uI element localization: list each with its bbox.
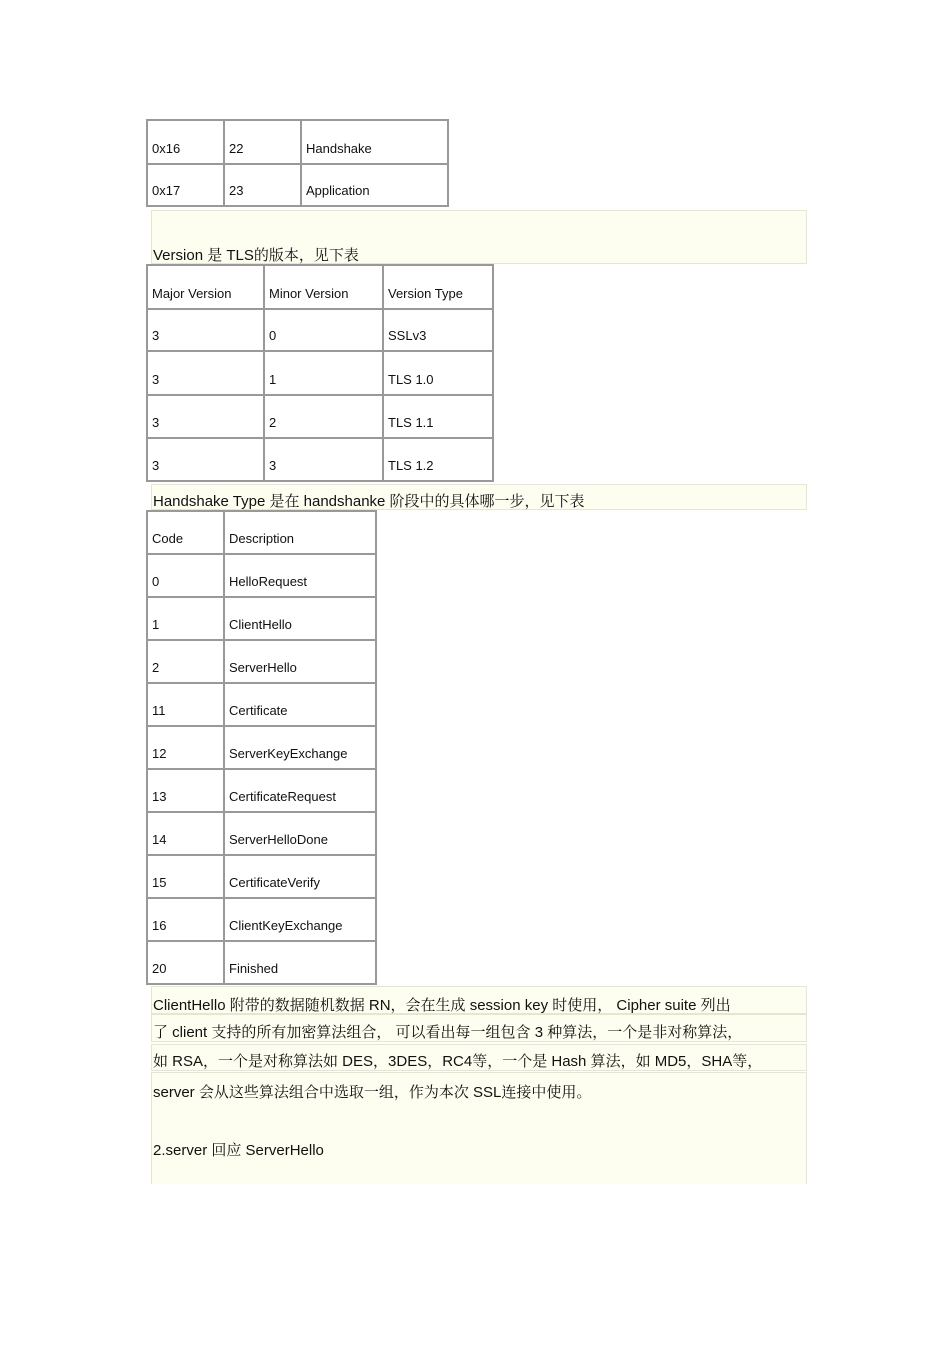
table-header-cell: Major Version xyxy=(148,266,265,310)
table-row xyxy=(148,396,494,439)
table-cell: 12 xyxy=(148,727,225,770)
table-row xyxy=(148,310,494,352)
table-header-cell: Minor Version xyxy=(265,266,384,310)
table-cell: CertificateRequest xyxy=(225,770,377,813)
table-cell: 20 xyxy=(148,942,225,985)
table-cell: 0 xyxy=(148,555,225,598)
table-row xyxy=(148,352,494,396)
table-cell: ServerHello xyxy=(225,641,377,684)
table-row xyxy=(148,899,377,942)
table-cell: 0x16 xyxy=(148,121,225,165)
section-heading: 2.server 回应 ServerHello xyxy=(153,1142,324,1159)
paragraph-band-2 xyxy=(151,1014,807,1042)
table-cell: TLS 1.1 xyxy=(384,396,494,439)
table-header-row xyxy=(148,512,377,555)
table-cell: 16 xyxy=(148,899,225,942)
table-header-cell: Code xyxy=(148,512,225,555)
paragraph-line: ClientHello 附带的数据随机数据 RN，会在生成 session key 时使用， Cipher suite 列出 xyxy=(153,997,731,1014)
paragraph-line: 如 RSA，一个是对称算法如 DES，3DES，RC4等，一个是 Hash 算法，如 MD5，SHA等， xyxy=(153,1053,763,1070)
table-cell: SSLv3 xyxy=(384,310,494,352)
table-cell: ClientHello xyxy=(225,598,377,641)
table-cell: Application xyxy=(302,165,449,207)
table-cell: 0 xyxy=(265,310,384,352)
table-cell: 1 xyxy=(148,598,225,641)
table-row xyxy=(148,641,377,684)
table-header-cell: Description xyxy=(225,512,377,555)
table-cell: 3 xyxy=(148,396,265,439)
table-cell: 0x17 xyxy=(148,165,225,207)
table-row xyxy=(148,439,494,482)
table-cell: HelloRequest xyxy=(225,555,377,598)
table-row xyxy=(148,555,377,598)
table-header-row xyxy=(148,266,494,310)
table-cell: 14 xyxy=(148,813,225,856)
table-cell: 11 xyxy=(148,684,225,727)
table-cell: 3 xyxy=(148,352,265,396)
handshake-type-table xyxy=(146,510,377,985)
paragraph-band-3 xyxy=(151,1044,807,1071)
table-row xyxy=(148,770,377,813)
table-cell: 3 xyxy=(148,310,265,352)
table-row xyxy=(148,856,377,899)
table-cell: 23 xyxy=(225,165,302,207)
table-cell: ServerHelloDone xyxy=(225,813,377,856)
handshake-caption-band xyxy=(151,484,807,510)
paragraph-line: server 会从这些算法组合中选取一组，作为本次 SSL连接中使用。 xyxy=(153,1084,592,1101)
table-cell: 3 xyxy=(148,439,265,482)
table-cell: 15 xyxy=(148,856,225,899)
table-row xyxy=(148,684,377,727)
table-row xyxy=(148,598,377,641)
table-cell: Handshake xyxy=(302,121,449,165)
table-row xyxy=(148,942,377,985)
record-type-table xyxy=(146,119,449,207)
table-cell: ServerKeyExchange xyxy=(225,727,377,770)
paragraph-line: 了 client 支持的所有加密算法组合， 可以看出每一组包含 3 种算法，一个是非对称算法， xyxy=(153,1024,743,1041)
table-header-cell: Version Type xyxy=(384,266,494,310)
table-cell: 22 xyxy=(225,121,302,165)
table-cell: 2 xyxy=(148,641,225,684)
table-cell: CertificateVerify xyxy=(225,856,377,899)
table-cell: 3 xyxy=(265,439,384,482)
table-cell: 1 xyxy=(265,352,384,396)
table-cell: Certificate xyxy=(225,684,377,727)
paragraph-band-1 xyxy=(151,986,807,1014)
table-cell: TLS 1.0 xyxy=(384,352,494,396)
version-caption: Version 是 TLS的版本，见下表 xyxy=(153,247,359,264)
table-cell: ClientKeyExchange xyxy=(225,899,377,942)
table-row xyxy=(148,165,449,207)
table-cell: TLS 1.2 xyxy=(384,439,494,482)
table-cell: Finished xyxy=(225,942,377,985)
table-cell: 13 xyxy=(148,770,225,813)
table-row xyxy=(148,813,377,856)
table-cell: 2 xyxy=(265,396,384,439)
paragraph-band-4 xyxy=(151,1072,807,1184)
handshake-caption: Handshake Type 是在 handshanke 阶段中的具体哪一步，见下表 xyxy=(153,493,585,510)
version-table xyxy=(146,264,494,482)
table-row xyxy=(148,727,377,770)
version-caption-band xyxy=(151,210,807,264)
table-row xyxy=(148,121,449,165)
